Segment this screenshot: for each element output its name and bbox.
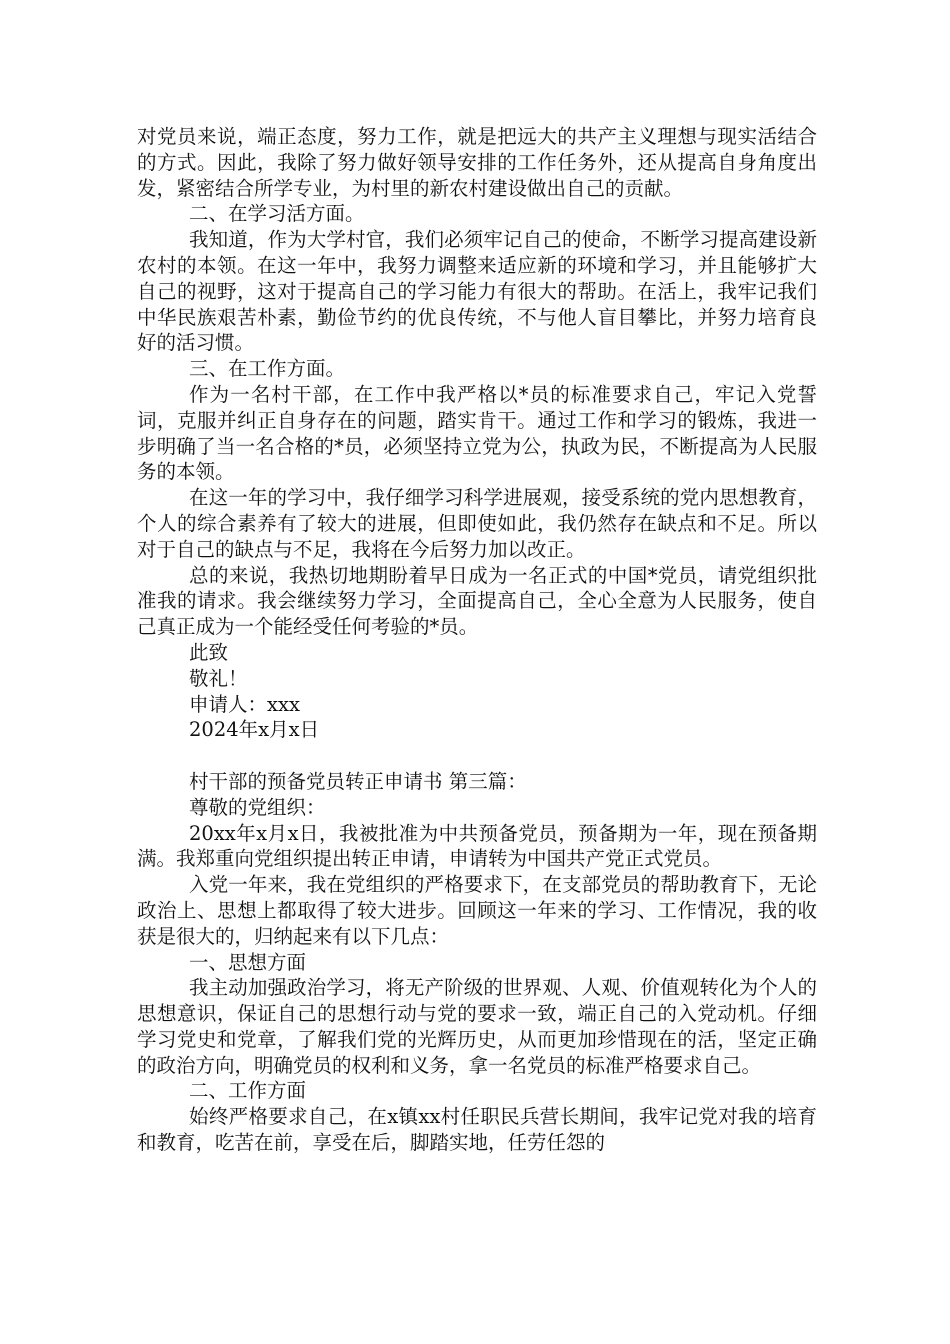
closing-regards: 敬礼！ xyxy=(189,666,248,690)
paragraph: 始终严格要求自己，在x镇xx村任职民兵营长期间，我牢记党对我的培育和教育，吃苦在前，享受在后，脚踏实地，任劳任怨的 xyxy=(137,1105,817,1155)
section-heading: 三、在工作方面。 xyxy=(189,357,346,381)
paragraph: 20xx年x月x日，我被批准为中共预备党员，预备期为一年，现在预备期满。我郑重向党组织提出转正申请，申请转为中国共产党正式党员。 xyxy=(137,821,817,871)
blank-line xyxy=(137,743,817,769)
paragraph: 我知道，作为大学村官，我们必须牢记自己的使命，不断学习提高建设新农村的本领。在这一年中，我努力调整来适应新的环境和学习，并且能够扩大自己的视野，这对于提高自己的学习能力有很大的帮助。在活上，我牢记我们中华民族艰苦朴素，勤俭节约的优良传统，不与他人盲目攀比，并努力培育良好的活习惯。 xyxy=(137,228,817,355)
paragraph: 作为一名村干部，在工作中我严格以*员的标准要求自己，牢记入党誓词，克服并纠正自身存在的问题，踏实肯干。通过工作和学习的锻炼，我进一步明确了当一名合格的*员，必须坚持立党为公，执政为民，不断提高为人民服务的本领。 xyxy=(137,382,817,484)
date-line: 2024年x月x日 xyxy=(189,718,320,742)
paragraph: 在这一年的学习中，我仔细学习科学进展观，接受系统的党内思想教育，个人的综合素养有了较大的进展，但即使如此，我仍然存在缺点和不足。所以对于自己的缺点与不足，我将在今后努力加以改正。 xyxy=(137,486,817,561)
applicant-line: 申请人：xxx xyxy=(189,692,300,716)
section-title: 村干部的预备党员转正申请书 第三篇： xyxy=(189,769,527,793)
paragraph: 总的来说，我热切地期盼着早日成为一名正式的中国*党员，请党组织批准我的请求。我会继续努力学习，全面提高自己，全心全意为人民服务，使自己真正成为一个能经受任何考验的*员。 xyxy=(137,563,817,639)
greeting: 尊敬的党组织： xyxy=(189,795,326,819)
document-body xyxy=(137,124,817,1156)
closing-salutation: 此致 xyxy=(189,640,229,664)
paragraph: 入党一年来，我在党组织的严格要求下，在支部党员的帮助教育下，无论政治上、思想上都取得了较大进步。回顾这一年来的学习、工作情况，我的收获是很大的，归纳起来有以下几点： xyxy=(137,873,817,948)
section-heading: 二、工作方面 xyxy=(189,1079,307,1103)
section-heading: 二、在学习活方面。 xyxy=(189,202,365,226)
paragraph: 对党员来说，端正态度，努力工作，就是把远大的共产主义理想与现实活结合的方式。因此，我除了努力做好领导安排的工作任务外，还从提高自身角度出发，紧密结合所学专业，为村里的新农村建设做出自己的贡献。 xyxy=(137,125,817,200)
section-heading: 一、思想方面 xyxy=(189,950,307,974)
paragraph: 我主动加强政治学习，将无产阶级的世界观、人观、价值观转化为个人的思想意识，保证自己的思想行动与党的要求一致，端正自己的入党动机。仔细学习党史和党章，了解我们党的光辉历史，从而更加珍惜现在的活，坚定正确的政治方向，明确党员的权利和义务，拿一名党员的标准严格要求自己。 xyxy=(137,976,817,1077)
